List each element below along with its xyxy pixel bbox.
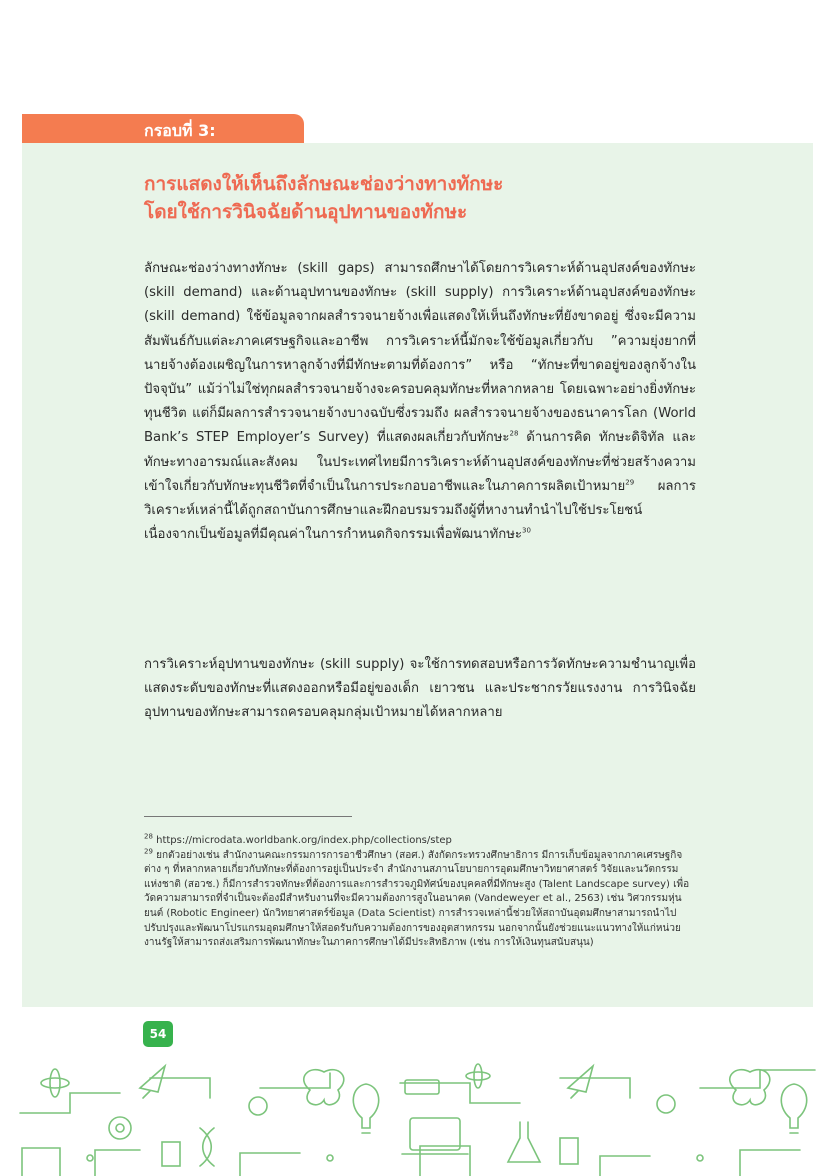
gear-icon (657, 1095, 675, 1113)
circuit-line-icon (20, 1070, 815, 1113)
box-title-line1: การแสดงให้เห็นถึงลักษณะช่องว่างทางทักษะ (144, 173, 504, 195)
brain-icon (304, 1070, 344, 1105)
gear-icon (109, 1117, 131, 1139)
paragraph1-part2: ด้านการคิด ทักษะดิจิทัล และทักษะทางอารมณ์และสังคม ในประเทศไทยมีการวิเคราะห์ด้านอุปสงค์ของทักษะที่ช่วยสร้างความเข้าใจเกี่ยวกับทักษะทุนชีวิตที่จำเป็นในการประกอบอาชีพและในภาคการผลิตเป้าหมาย (144, 430, 696, 494)
footnote-divider (144, 816, 352, 817)
brain-icon (730, 1070, 770, 1105)
footnote-number: 29 (144, 847, 153, 856)
book-icon (560, 1138, 578, 1164)
flask-icon (508, 1122, 540, 1162)
atom-icon (474, 1064, 482, 1088)
lightbulb-icon (781, 1084, 806, 1133)
footnote-item (144, 834, 696, 849)
atom-icon (41, 1078, 69, 1088)
footnote-ref[interactable]: 30 (522, 526, 531, 535)
footnote-ref[interactable]: 28 (509, 430, 519, 439)
footnote-item (144, 849, 696, 951)
laptop-icon (410, 1118, 460, 1150)
rocket-icon (140, 1066, 165, 1098)
paragraph1-part3: ผลการวิเคราะห์เหล่านี้ได้ถูกสถาบันการศึกษาและฝึกอบรมรวมถึงผู้ที่หางานทำนำไปใช้ประโยชน์ เนื่องจากเป็นข้อมูลที่มีคุณค่าในการกำหนดกิจกรรมเพื่อพัฒนาทักษะ (144, 478, 696, 543)
circuit-line-icon (22, 1146, 800, 1176)
lightbulb-icon (353, 1084, 378, 1133)
dna-icon (200, 1128, 214, 1166)
gear-icon (249, 1097, 267, 1115)
paragraph-skill-supply: การวิเคราะห์อุปทานของทักษะ (skill supply) จะใช้การทดสอบหรือการวัดทักษะความชำนาญเพื่อแสดงระดับของทักษะที่แสดงออกหรือมีอยู่ของเด็ก เยาวชน และประชากรวัยแรงงาน การวินิจฉัยอุปทานของทักษะสามารถครอบคลุมกลุ่มเป้าหมายได้หลากหลาย (144, 657, 696, 721)
footnote-text: https://microdata.worldbank.org/index.php/collections/step (152, 835, 452, 846)
battery-icon (405, 1080, 439, 1094)
paragraph-skill-demand (144, 257, 696, 547)
box-label-tab (22, 114, 304, 144)
dot-icon (697, 1155, 703, 1161)
footnote-ref[interactable]: 29 (625, 478, 635, 487)
dot-icon (87, 1155, 93, 1161)
gear-icon (116, 1124, 124, 1132)
footnote-number: 28 (144, 832, 153, 841)
box-title (144, 170, 704, 226)
decorative-footer-illustration (0, 1058, 835, 1176)
book-icon (162, 1142, 180, 1166)
footnote-text: ยกตัวอย่างเช่น สำนักงานคณะกรรมการการอาชีวศึกษา (สอศ.) สังกัดกระทรวงศึกษาธิการ มีการเก็บข้อมูลจากภาคเศรษฐกิจต่าง ๆ ที่หลากหลายเกี่ยวกับทักษะที่ต้องการอยู่เป็นประจำ สำนักงานสภานโยบายการอุดมศึกษาวิทยาศาสตร์ วิจัยและนวัตกรรมแห่งชาติ (สอวช.) ก็มีการสำรวจทักษะที่ต้องการและการสำรวจภูมิทัศน์ของบุคคลที่มีทักษะสูง (Talent Landscape survey) เพื่อวัดความสามารถที่จำเป็นจะต้องมีสำหรับงานที่จะมีความต้องการสูงในอนาคต (Vandeweyer et al., 2563) เช่น วิศวกรรมหุ่นยนต์ (Robotic Engineer) นักวิทยาศาสตร์ข้อมูล (Data Scientist) การสำรวจเหล่านี้ช่วยให้สถาบันอุดมศึกษาสามารถนำไปปรับปรุงและพัฒนาโปรแกรมอุดมศึกษาให้สอดรับกับความต้องการของอุตสาหกรรม นอกจากนั้นยังช่วยแนะแนวทางให้แก่หน่วยงานรัฐให้สามารถส่งเสริมการพัฒนาทักษะในภาคการศึกษาได้มีประสิทธิภาพ (เช่น การให้เงินทุนสนับสนุน) (144, 849, 690, 949)
box-label: กรอบที่ 3: (144, 121, 216, 140)
box-title-line2: โดยใช้การวินิจฉัยด้านอุปทานของทักษะ (144, 201, 468, 223)
atom-icon (466, 1072, 490, 1080)
paragraph1-part1: ลักษณะช่องว่างทางทักษะ (skill gaps) สามารถศึกษาได้โดยการวิเคราะห์ด้านอุปสงค์ของทักษะ (skill demand) และด้านอุปทานของทักษะ (skill supply) การวิเคราะห์ด้านอุปสงค์ของทักษะ (skill demand) ใช้ข้อมูลจากผลสำรวจนายจ้างเพื่อแสดงให้เห็นถึงทักษะที่ยังขาดอยู่ ซึ่งจะมีความสัมพันธ์กับแต่ละภาคเศรษฐกิจและอาชีพ การวิเคราะห์นี้มักจะใช้ข้อมูลเกี่ยวกับ ”ความยุ่งยากที่นายจ้างต้องเผชิญในการหาลูกจ้างที่มีทักษะตามที่ต้องการ” หรือ “ทักษะที่ขาดอยู่ของลูกจ้างในปัจจุบัน” แม้ว่าไม่ใช่ทุกผลสำรวจนายจ้างจะครอบคลุมทักษะที่หลากหลาย โดยเฉพาะอย่างยิ่งทักษะทุนชีวิต แต่ก็มีผลการสำรวจนายจ้างบางฉบับซึ่งรวมถึง ผลสำรวจนายจ้างของธนาคารโลก (World Bank’s STEP Employer’s Survey) ที่แสดงผลเกี่ยวกับทักษะ (144, 261, 696, 446)
atom-icon (50, 1069, 60, 1097)
rocket-icon (568, 1066, 593, 1098)
footnotes (144, 834, 696, 951)
page-number: 54 (143, 1021, 173, 1047)
dot-icon (327, 1155, 333, 1161)
